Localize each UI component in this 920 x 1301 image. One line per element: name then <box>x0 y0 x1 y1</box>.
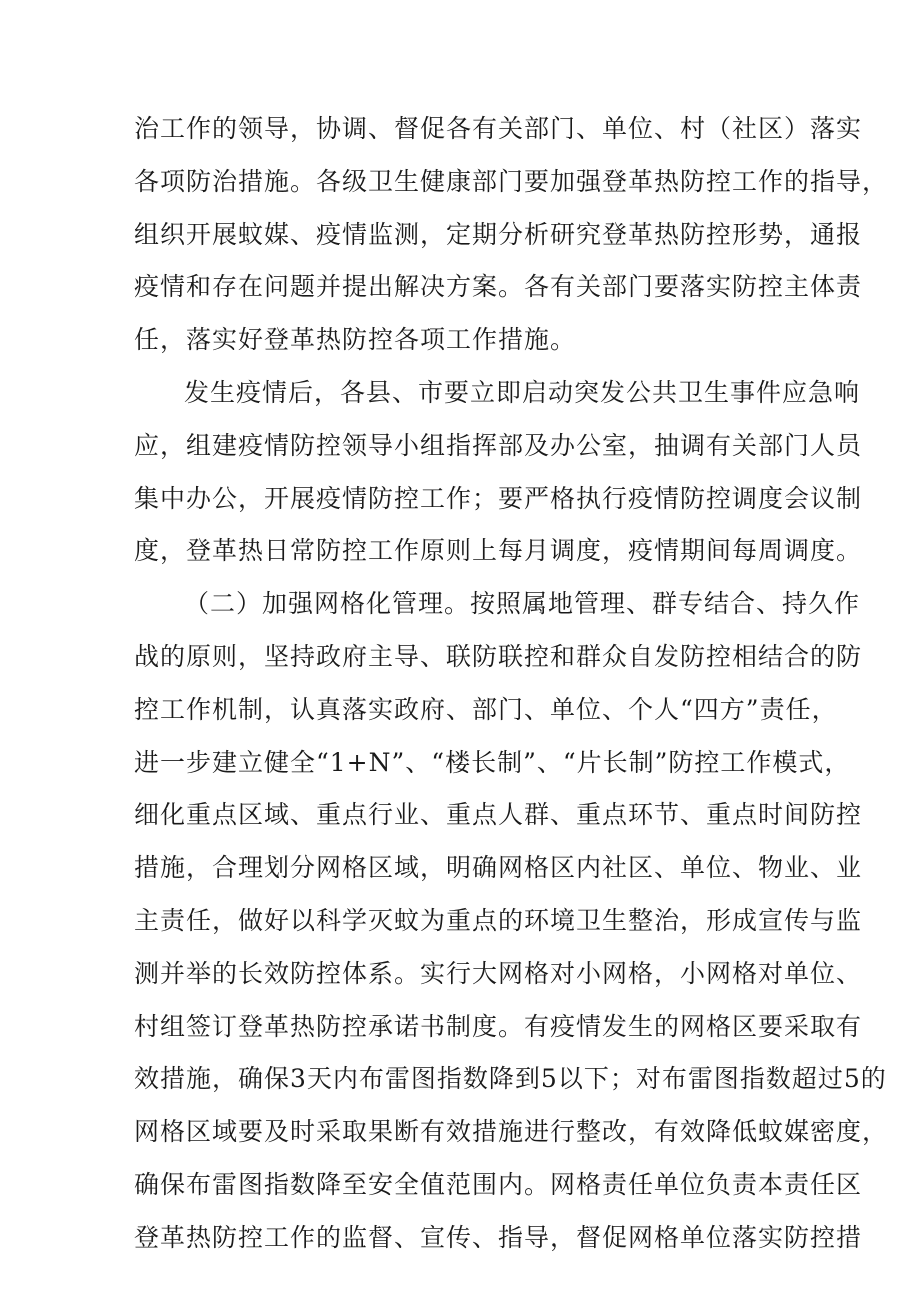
paragraph-2-line-2: 应，组建疫情防控领导小组指挥部及办公室，抽调有关部门人员 <box>134 430 863 460</box>
paragraph-1-line-2: 各项防治措施。各级卫生健康部门要加强登革热防控工作的指导， <box>134 166 889 196</box>
paragraph-3-line-9: 村组签订登革热防控承诺书制度。有疫情发生的网格区要采取有 <box>134 1011 863 1041</box>
paragraph-3-line-13: 登革热防控工作的监督、宣传、指导，督促网格单位落实防控措 <box>134 1222 863 1252</box>
document-body <box>134 103 889 1265</box>
paragraph-3-line-7: 主责任，做好以科学灭蚊为重点的环境卫生整治，形成宣传与监 <box>134 905 863 935</box>
paragraph-1-line-1: 治工作的领导，协调、督促各有关部门、单位、村（社区）落实 <box>134 114 863 143</box>
paragraph-1-line-4: 疫情和存在问题并提出解决方案。各有关部门要落实防控主体责 <box>134 272 863 302</box>
paragraph-3-line-2: 战的原则，坚持政府主导、联防联控和群众自发防控相结合的防 <box>134 641 863 671</box>
paragraph-3-line-8: 测并举的长效防控体系。实行大网格对小网格，小网格对单位、 <box>134 958 863 988</box>
paragraph-1-line-5: 任，落实好登革热防控各项工作措施。 <box>134 325 577 355</box>
paragraph-3-line-10: 效措施，确保3天内布雷图指数降到5以下；对布雷图指数超过5的 <box>134 1064 887 1094</box>
paragraph-2-line-1: 发生疫情后，各县、市要立即启动突发公共卫生事件应急响 <box>184 377 861 407</box>
paragraph-1-line-3: 组织开展蚊媒、疫情监测，定期分析研究登革热防控形势，通报 <box>134 219 863 249</box>
paragraph-3-line-11: 网格区域要及时采取果断有效措施进行整改，有效降低蚊媒密度， <box>134 1117 889 1147</box>
paragraph-3-line-3: 控工作机制，认真落实政府、部门、单位、个人“四方”责任， <box>134 694 838 724</box>
paragraph-2-line-4: 度，登革热日常防控工作原则上每月调度，疫情期间每周调度。 <box>134 536 863 566</box>
paragraph-2-line-3: 集中办公，开展疫情防控工作；要严格执行疫情防控调度会议制 <box>134 483 863 513</box>
paragraph-3-line-5: 细化重点区域、重点行业、重点人群、重点环节、重点时间防控 <box>134 800 863 830</box>
paragraph-3-line-4: 进一步建立健全“1+N”、“楼长制”、“片长制”防控工作模式， <box>134 747 851 777</box>
paragraph-3-line-1: （二）加强网格化管理。按照属地管理、群专结合、持久作 <box>184 589 861 619</box>
paragraph-3-line-12: 确保布雷图指数降至安全值范围内。网格责任单位负责本责任区 <box>134 1169 863 1199</box>
paragraph-3-line-6: 措施，合理划分网格区域，明确网格区内社区、单位、物业、业 <box>134 853 863 883</box>
